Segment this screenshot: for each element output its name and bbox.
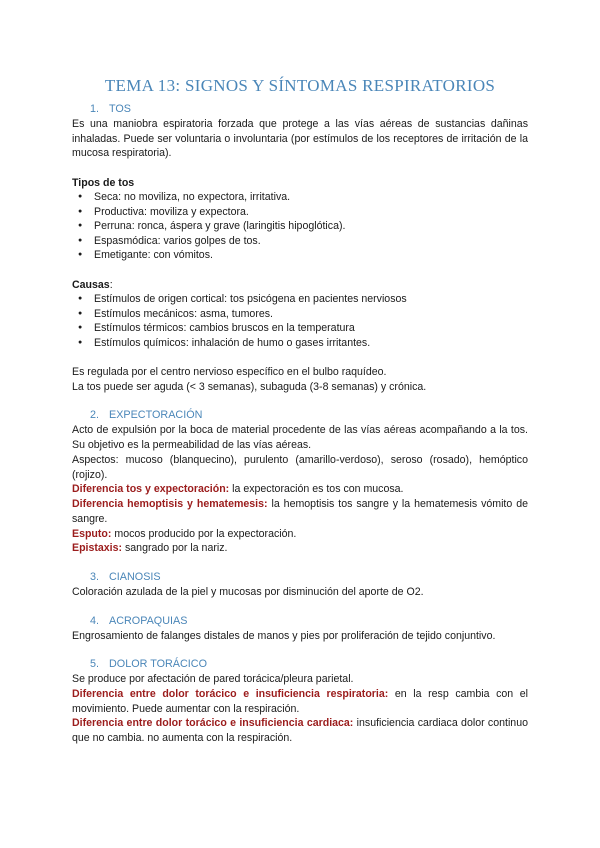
page-title: TEMA 13: SIGNOS Y SÍNTOMAS RESPIRATORIOS xyxy=(104,76,496,95)
diff-dolor-insuficiencia-respiratoria xyxy=(72,687,528,716)
heading-number: 2. xyxy=(90,409,100,421)
term-label: Epistaxis: xyxy=(72,542,123,554)
acropaquias-text: Engrosamiento de falanges distales de manos y pies por proliferación de tejido conjuntivo. xyxy=(72,630,496,642)
heading-tos xyxy=(90,103,131,115)
tos-regulation: Es regulada por el centro nervioso específico en el bulbo raquídeo. xyxy=(72,366,387,378)
heading-label: EXPECTORACIÓN xyxy=(109,409,203,421)
expectoracion-aspectos: Aspectos: mucoso (blanquecino), purulento (amarillo-verdoso), seroso (rosado), hemóptico (rojizo). xyxy=(72,454,528,481)
causas-list xyxy=(72,292,528,350)
diff-label: Diferencia tos y expectoración: xyxy=(72,483,230,495)
diff-text: la hemoptisis tos sangre y la hematemesis vómito de sangre. xyxy=(72,498,529,525)
esputo-definition xyxy=(72,527,528,542)
diff-label: Diferencia entre dolor torácico e insuficiencia respiratoria: xyxy=(72,688,389,700)
list-item: ● Estímulos químicos: inhalación de humo o gases irritantes. xyxy=(72,336,528,351)
diff-dolor-insuficiencia-cardiaca xyxy=(72,716,528,745)
heading-number: 3. xyxy=(90,571,100,583)
heading-label: ACROPAQUIAS xyxy=(109,615,188,627)
heading-number: 4. xyxy=(90,615,100,627)
expectoracion-intro: Acto de expulsión por la boca de material procedente de las vías aéreas acompañando a la tos. Su objetivo es la permeabilidad de las vías aéreas. xyxy=(72,424,528,451)
heading-acropaquias xyxy=(90,615,187,627)
epistaxis-definition xyxy=(72,541,528,556)
tos-intro: Es una maniobra espiratoria forzada que protege a las vías aéreas de sustancias dañinas inhaladas. Puede ser voluntaria o involuntaria (por estímulos de los receptores de irritación de la mucosa respiratoria). xyxy=(72,118,528,160)
diff-label: Diferencia hemoptisis y hematemesis: xyxy=(72,498,268,510)
tipos-label: Tipos de tos xyxy=(72,177,135,189)
heading-cianosis xyxy=(90,571,161,583)
diff-label: Diferencia entre dolor torácico e insuficiencia cardiaca: xyxy=(72,717,354,729)
heading-dolor-toracico xyxy=(90,658,207,670)
term-text: mocos producido por la expectoración. xyxy=(111,528,297,540)
term-label: Esputo: xyxy=(72,528,112,540)
diff-text: la expectoración es tos con mucosa. xyxy=(229,483,404,495)
list-item: ● Espasmódica: varios golpes de tos. xyxy=(72,234,528,249)
causas-heading xyxy=(72,278,528,293)
diff-text: en la resp cambia con el movimiento. Puede aumentar con la respiración. xyxy=(72,688,528,715)
list-item: ● Emetigante: con vómitos. xyxy=(72,248,528,263)
list-item: ● Perruna: ronca, áspera y grave (laringitis hipoglótica). xyxy=(72,219,528,234)
causas-colon: : xyxy=(109,279,113,291)
heading-number: 1. xyxy=(90,103,100,115)
list-item: ● Estímulos térmicos: cambios bruscos en la temperatura xyxy=(72,321,528,336)
heading-label: CIANOSIS xyxy=(109,571,161,583)
heading-label: TOS xyxy=(109,103,131,115)
list-item: ● Seca: no moviliza, no expectora, irritativa. xyxy=(72,190,528,205)
heading-expectoracion xyxy=(90,409,202,421)
diff-tos-expectoracion xyxy=(72,482,528,497)
list-item: ● Productiva: moviliza y expectora. xyxy=(72,205,528,220)
term-text: sangrado por la nariz. xyxy=(122,542,228,554)
dolor-intro: Se produce por afectación de pared torácica/pleura parietal. xyxy=(72,673,354,685)
diff-hemoptisis-hematemesis xyxy=(72,497,528,526)
causas-label: Causas xyxy=(72,279,110,291)
list-item: ● Estímulos de origen cortical: tos psicógena en pacientes nerviosos xyxy=(72,292,528,307)
list-item: ● Estímulos mecánicos: asma, tumores. xyxy=(72,307,528,322)
diff-text: insuficiencia cardiaca dolor continuo que no cambia. no aumenta con la respiración. xyxy=(72,717,528,744)
heading-label: DOLOR TORÁCICO xyxy=(109,658,207,670)
cianosis-text: Coloración azulada de la piel y mucosas por disminución del aporte de O2. xyxy=(72,586,424,598)
tos-duration: La tos puede ser aguda (< 3 semanas), subaguda (3-8 semanas) y crónica. xyxy=(72,381,427,393)
tipos-list xyxy=(72,190,528,263)
heading-number: 5. xyxy=(90,658,100,670)
